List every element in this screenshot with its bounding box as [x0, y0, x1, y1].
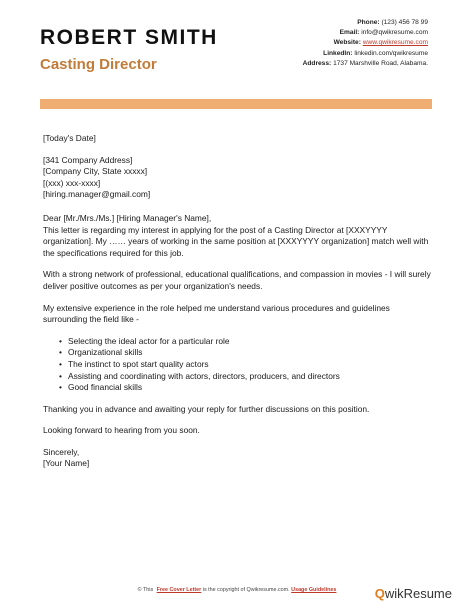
email-label: Email:: [339, 29, 360, 37]
contact-address: [303, 59, 428, 69]
paragraph-intro: This letter is regarding my interest in applying for the post of a Casting Director at [XXXYYYY organization]. My …… years of working in the same position at [XXXYYYY organization] match well with the specifications required for this job.: [43, 224, 429, 258]
usage-guidelines-link[interactable]: Usage Guidelines: [291, 587, 337, 593]
list-item: • Selecting the ideal actor for a particular role: [59, 336, 435, 348]
qwikresume-logo[interactable]: [375, 586, 452, 601]
contact-email: [303, 28, 428, 38]
email-value: info@qwikresume.com: [361, 29, 428, 37]
applicant-name: ROBERT SMITH: [40, 26, 218, 49]
footer-copyright: © This: [137, 587, 154, 593]
paragraph-network: With a strong network of professional, educational qualifications, and compassion in movies - I will surely deliver positive outcomes as per your organization's needs.: [43, 269, 431, 291]
list-item: • Organizational skills: [59, 347, 435, 359]
signature: [Your Name]: [43, 458, 90, 469]
letter-date: [Today's Date]: [43, 133, 96, 143]
closing: Sincerely,: [43, 446, 80, 457]
recipient-line: [hiring.manager@gmail.com]: [43, 189, 151, 200]
address-value: 1737 Marshville Road, Alabama.: [333, 59, 428, 67]
paragraph-experience: My extensive experience in the role helped me understand various procedures and guidelines surrounding the field like -: [43, 302, 390, 325]
recipient-line: [Company City, State xxxxx]: [43, 166, 148, 177]
salutation: Dear [Mr./Mrs./Ms.] [Hiring Manager's Name],: [43, 212, 212, 223]
website-link[interactable]: www.qwikresume.com: [362, 39, 428, 47]
phone-label: Phone:: [357, 19, 380, 26]
skills-list: [43, 336, 435, 394]
contact-block: [303, 18, 428, 69]
free-cover-letter-link[interactable]: Free Cover Letter: [156, 587, 202, 593]
linkedin-label: LinkedIn:: [323, 49, 353, 57]
applicant-role: Casting Director: [40, 56, 157, 73]
contact-linkedin: [303, 49, 428, 59]
list-item: • Good financial skills: [59, 382, 435, 394]
website-label: Website:: [333, 39, 361, 47]
paragraph-forward: Looking forward to hearing from you soon.: [43, 425, 200, 436]
recipient-line: [341 Company Address]: [43, 154, 133, 165]
phone-value: (123) 456 78 99: [381, 19, 428, 26]
address-label: Address:: [302, 59, 332, 67]
recipient-line: [(xxx) xxx-xxxx]: [43, 177, 101, 188]
logo-text: wikResume: [384, 586, 452, 601]
linkedin-value: linkedin.com/qwikresume: [354, 49, 428, 57]
paragraph-thanks: Thanking you in advance and awaiting your reply for further discussions on this position.: [43, 403, 370, 414]
list-item: • Assisting and coordinating with actors, directors, producers, and directors: [59, 371, 435, 383]
logo-q: Q: [374, 586, 385, 601]
letter-body: [43, 133, 435, 470]
footer-middle-text: is the copyright of Qwikresume.com.: [202, 587, 290, 593]
accent-divider: [40, 99, 432, 109]
contact-website: [303, 38, 428, 48]
list-item: • The instinct to spot start quality actors: [59, 359, 435, 371]
contact-phone: [303, 18, 428, 28]
